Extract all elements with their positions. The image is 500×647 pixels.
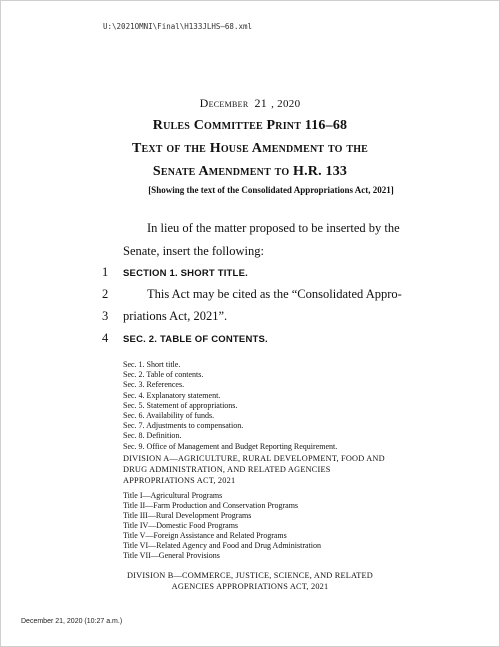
toc-item: Sec. 9. Office of Management and Budget Reporting Requirement. <box>123 441 338 451</box>
toc-item: Sec. 5. Statement of appropriations. <box>123 400 238 410</box>
toc-item: Sec. 6. Availability of funds. <box>123 411 215 421</box>
date-month: December <box>199 96 249 110</box>
toc-item: Sec. 3. References. <box>123 380 185 390</box>
division-a-heading: DIVISION A—AGRICULTURE, RURAL DEVELOPMENT, FOOD AND DRUG ADMINISTRATION, AND RELATED AGENCIES APPROPRIATIONS ACT, 2021 <box>123 454 385 485</box>
title-item: Title VII—General Provisions <box>123 551 220 560</box>
title-item: Title II—Farm Production and Conservation Programs <box>123 501 299 510</box>
division-b-heading-line2: AGENCIES APPROPRIATIONS ACT, 2021 <box>171 582 329 591</box>
line-number-1: 1 <box>102 265 109 279</box>
date-year: , 2020 <box>271 98 301 110</box>
title-item: Title III—Rural Development Programs <box>123 511 252 520</box>
showing-note: [Showing the text of the Consolidated Appropriations Act, 2021] <box>148 185 394 195</box>
intro-line-1: In lieu of the matter proposed to be inserted by the <box>147 221 400 235</box>
short-title-text-1: This Act may be cited as the “Consolidated Appro- <box>147 287 402 301</box>
amendment-title-line2: Senate Amendment to H.R. 133 <box>152 164 348 179</box>
print-date <box>1 96 499 111</box>
intro-line-2: Senate, insert the following: <box>123 244 264 258</box>
line-number-2: 2 <box>102 287 109 301</box>
line-number-4: 4 <box>102 331 109 345</box>
title-item: Title I—Agricultural Programs <box>123 491 223 500</box>
title-item: Title VI—Related Agency and Food and Drug Administration <box>123 541 321 550</box>
toc-item: Sec. 2. Table of contents. <box>123 370 204 380</box>
short-title-text-2: priations Act, 2021”. <box>123 309 228 323</box>
footer-timestamp: December 21, 2020 (10:27 a.m.) <box>21 618 123 625</box>
division-a-titles <box>123 491 321 561</box>
section-2-heading: SEC. 2. TABLE OF CONTENTS. <box>123 334 268 345</box>
toc-item: Sec. 4. Explanatory statement. <box>123 390 221 400</box>
date-day: 21 <box>254 96 268 110</box>
title-item: Title V—Foreign Assistance and Related Programs <box>123 531 287 540</box>
toc-item: Sec. 7. Adjustments to compensation. <box>123 421 244 431</box>
table-of-contents <box>123 360 337 452</box>
toc-item: Sec. 8. Definition. <box>123 431 182 441</box>
amendment-title-line1: Text of the House Amendment to the <box>131 141 369 156</box>
toc-item: Sec. 1. Short title. <box>123 360 181 369</box>
rules-committee-print: Rules Committee Print 116–68 <box>152 118 348 133</box>
file-path: U:\2021OMNI\Final\H133JLHS—68.xml <box>103 22 253 31</box>
section-1-heading: SECTION 1. SHORT TITLE. <box>123 268 248 279</box>
line-number-3: 3 <box>102 309 109 323</box>
division-b-heading-line1: DIVISION B—COMMERCE, JUSTICE, SCIENCE, AND RELATED <box>126 571 373 580</box>
title-item: Title IV—Domestic Food Programs <box>123 521 239 530</box>
